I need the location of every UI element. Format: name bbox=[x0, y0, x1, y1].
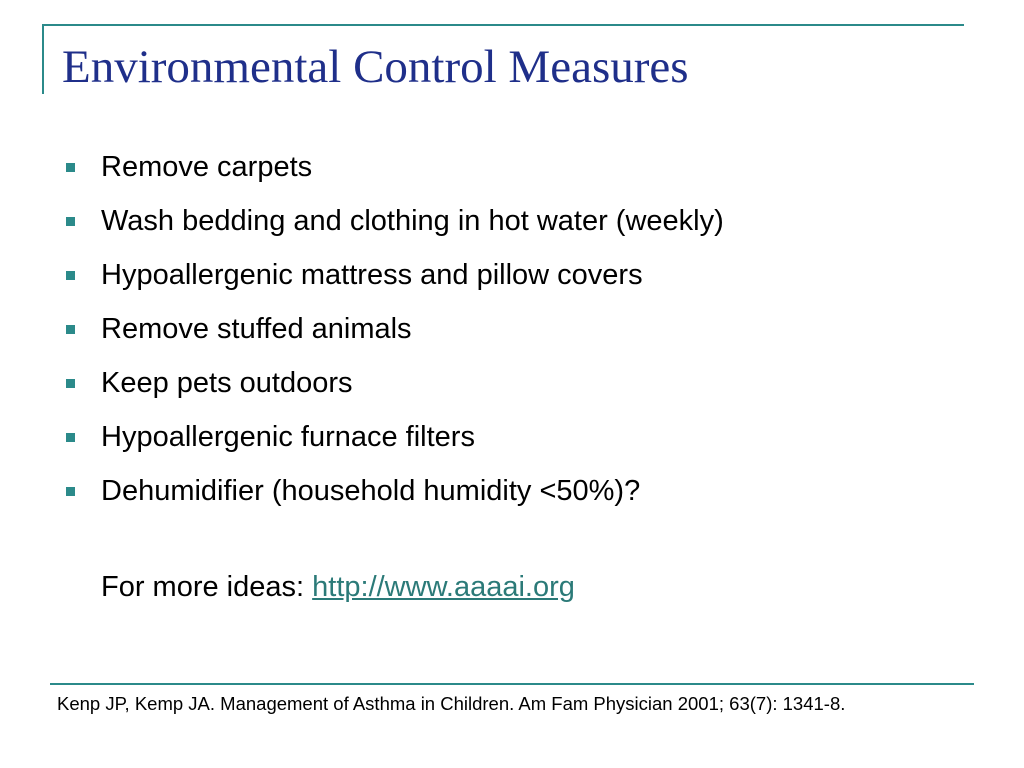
bullet-text: Hypoallergenic furnace filters bbox=[101, 420, 475, 453]
slide-title: Environmental Control Measures bbox=[62, 41, 689, 93]
square-bullet-icon bbox=[66, 217, 75, 226]
bullet-text: Hypoallergenic mattress and pillow covers bbox=[101, 258, 643, 291]
square-bullet-icon bbox=[66, 163, 75, 172]
square-bullet-icon bbox=[66, 379, 75, 388]
bullet-list bbox=[66, 140, 724, 518]
footer-divider bbox=[50, 683, 974, 685]
title-frame-top-line bbox=[42, 24, 964, 26]
more-ideas-line bbox=[101, 571, 575, 604]
more-ideas-label: For more ideas: bbox=[101, 571, 313, 603]
square-bullet-icon bbox=[66, 433, 75, 442]
bullet-item bbox=[66, 356, 724, 410]
bullet-text: Remove stuffed animals bbox=[101, 312, 412, 345]
bullet-item bbox=[66, 248, 724, 302]
square-bullet-icon bbox=[66, 271, 75, 280]
bullet-item bbox=[66, 194, 724, 248]
bullet-item bbox=[66, 302, 724, 356]
bullet-text: Wash bedding and clothing in hot water (weekly) bbox=[101, 204, 724, 237]
bullet-item bbox=[66, 410, 724, 464]
bullet-item bbox=[66, 140, 724, 194]
aaaai-link[interactable]: http://www.aaaai.org bbox=[312, 571, 575, 603]
title-frame-left-line bbox=[42, 24, 44, 94]
bullet-text: Remove carpets bbox=[101, 150, 313, 183]
bullet-item bbox=[66, 464, 724, 518]
bullet-text: Keep pets outdoors bbox=[101, 366, 353, 399]
square-bullet-icon bbox=[66, 325, 75, 334]
citation-text: Kenp JP, Kemp JA. Management of Asthma in Children. Am Fam Physician 2001; 63(7): 1341-8. bbox=[57, 693, 846, 714]
bullet-text: Dehumidifier (household humidity <50%)? bbox=[101, 474, 641, 507]
square-bullet-icon bbox=[66, 487, 75, 496]
